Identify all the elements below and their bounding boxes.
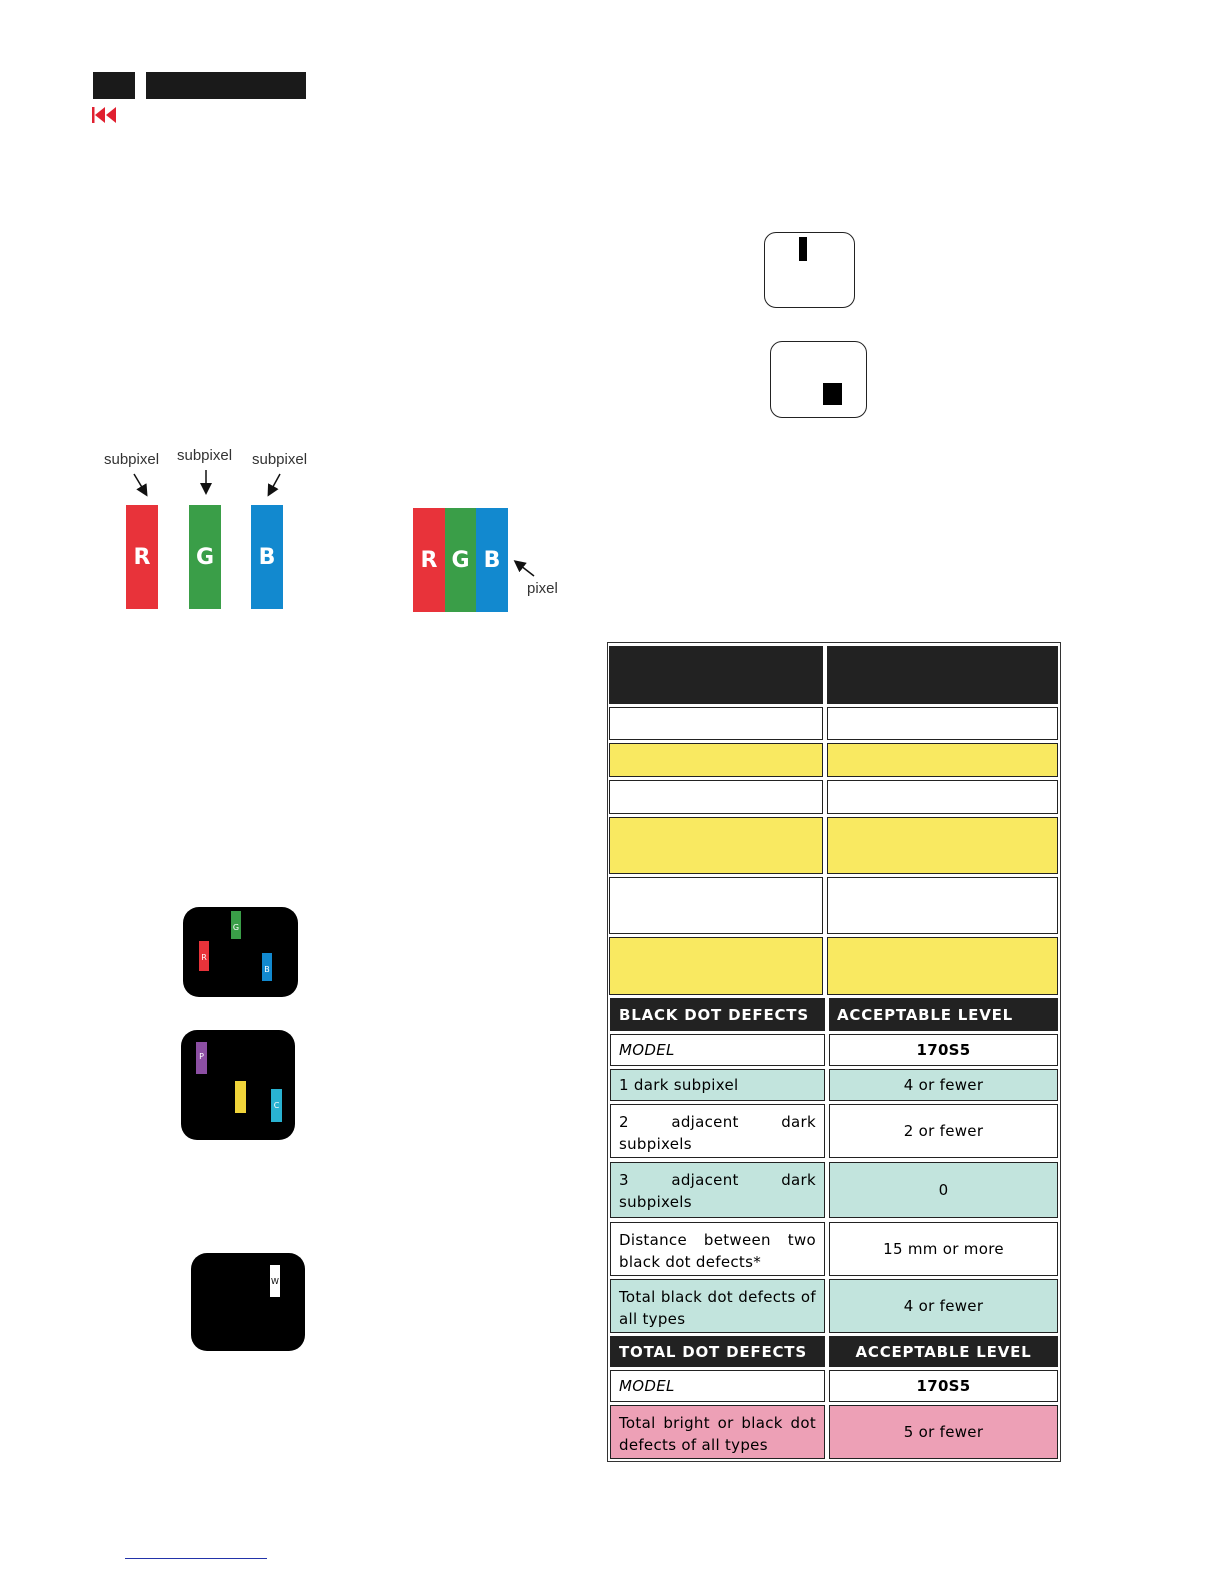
bright-table-header-left (609, 646, 823, 704)
back-icon[interactable] (92, 106, 118, 124)
cyan-dot: C (271, 1089, 282, 1122)
subpixel-arrows (120, 466, 300, 502)
bright-row-6-right (827, 937, 1058, 995)
subpixel-label-red: subpixel (104, 451, 160, 468)
red-dot: R (199, 941, 209, 971)
pixel-red: R (413, 508, 445, 612)
blue-subpixel: B (251, 505, 283, 609)
black-dot-row-5-value: 4 or fewer (829, 1279, 1058, 1333)
rgb-bright-dots-screen (183, 907, 298, 997)
black-dot-model-value: 170S5 (829, 1034, 1058, 1066)
pixel-green: G (445, 508, 476, 612)
bright-row-5-left (609, 877, 823, 934)
pixel-label: pixel (527, 580, 558, 597)
total-dot-row-1-label: Total bright or black dot defects of all types (610, 1405, 825, 1459)
dark-subpixels-block (823, 383, 842, 405)
pyc-bright-dots-screen (181, 1030, 295, 1140)
total-dot-model-label: MODEL (610, 1370, 825, 1402)
arrow-red (134, 474, 146, 494)
white-bright-dot-screen (191, 1253, 305, 1351)
dark-subpixel-bar (799, 237, 807, 261)
pixel-blue: B (476, 508, 508, 612)
black-dot-row-3-value: 0 (829, 1162, 1058, 1218)
subpixel-label-green: subpixel (177, 447, 233, 464)
pixel-arrow (510, 556, 540, 580)
bright-row-1-right (827, 707, 1058, 740)
black-dot-row-3-label: 3 adjacent dark subpixels (610, 1162, 825, 1218)
total-dot-row-1-value: 5 or fewer (829, 1405, 1058, 1459)
subpixel-label-blue: subpixel (252, 451, 308, 468)
total-dot-header-left: TOTAL DOT DEFECTS (610, 1336, 825, 1367)
bright-row-4-left (609, 817, 823, 874)
black-dot-header-left: BLACK DOT DEFECTS (610, 998, 825, 1031)
single-dark-subpixel-box (764, 232, 855, 308)
bright-table-header-right (827, 646, 1058, 704)
footer-link-underline[interactable] (125, 1558, 267, 1559)
black-dot-row-4-value: 15 mm or more (829, 1222, 1058, 1276)
bright-row-4-right (827, 817, 1058, 874)
bright-row-1-left (609, 707, 823, 740)
page-number-box (93, 72, 135, 99)
bright-row-2-left (609, 743, 823, 777)
black-dot-row-2-label: 2 adjacent dark subpixels (610, 1104, 825, 1158)
purple-dot: P (196, 1042, 207, 1074)
white-dot: W (270, 1265, 280, 1297)
bright-row-6-left (609, 937, 823, 995)
blue-dot: B (262, 953, 272, 981)
bright-row-5-right (827, 877, 1058, 934)
green-dot: G (231, 911, 241, 939)
black-dot-row-5-label: Total black dot defects of all types (610, 1279, 825, 1333)
arrow-blue (269, 474, 280, 494)
bright-row-3-left (609, 780, 823, 814)
black-dot-row-2-value: 2 or fewer (829, 1104, 1058, 1158)
total-dot-header-right: ACCEPTABLE LEVEL (829, 1336, 1058, 1367)
section-title-box (146, 72, 306, 99)
black-dot-row-1-value: 4 or fewer (829, 1069, 1058, 1101)
black-dot-row-1-label: 1 dark subpixel (610, 1069, 825, 1101)
total-dot-model-value: 170S5 (829, 1370, 1058, 1402)
black-dot-row-4-label: Distance between two black dot defects* (610, 1222, 825, 1276)
green-subpixel: G (189, 505, 221, 609)
red-subpixel: R (126, 505, 158, 609)
bright-row-2-right (827, 743, 1058, 777)
bright-row-3-right (827, 780, 1058, 814)
adjacent-dark-subpixels-box (770, 341, 867, 418)
black-dot-header-right: ACCEPTABLE LEVEL (829, 998, 1058, 1031)
yellow-dot: Y (235, 1081, 246, 1113)
black-dot-model-label: MODEL (610, 1034, 825, 1066)
